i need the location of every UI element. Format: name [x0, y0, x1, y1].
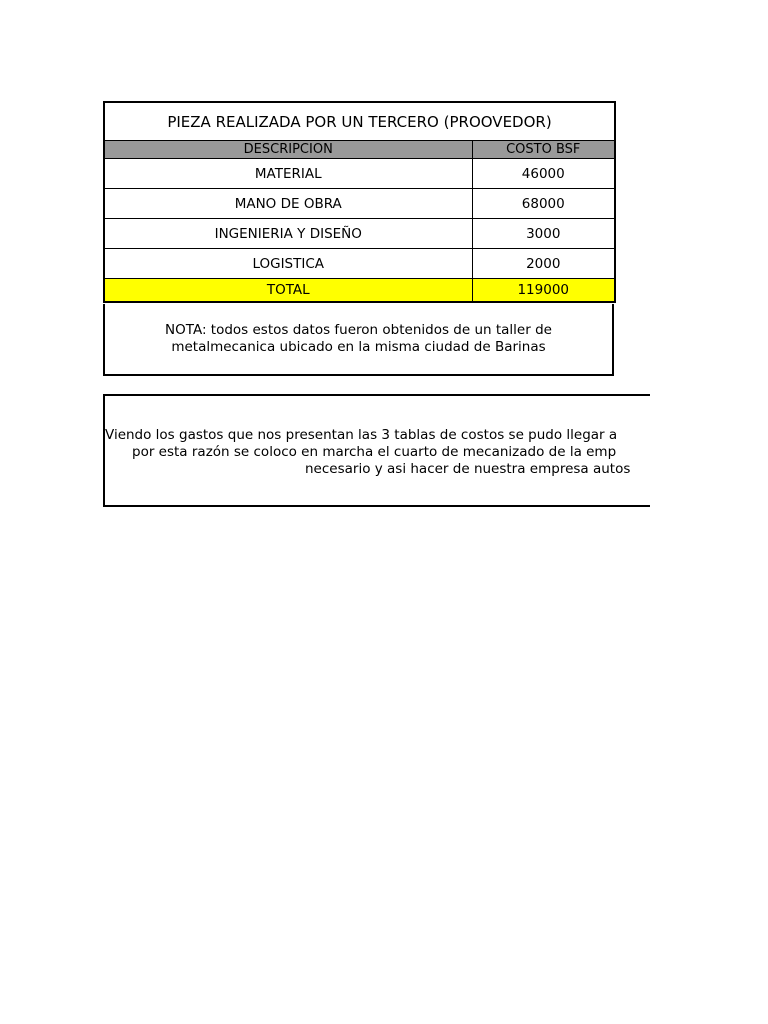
note-line-1: NOTA: todos estos datos fueron obtenidos de un taller de: [165, 322, 552, 338]
total-value: 119000: [472, 279, 615, 303]
total-row: [104, 279, 615, 303]
conclusion-line-1: Viendo los gastos que nos presentan las 3 tablas de costos se pudo llegar a: [105, 427, 618, 443]
table-header-row: [104, 141, 615, 159]
table-row: [104, 219, 615, 249]
note-text: [129, 322, 589, 356]
table-title: PIEZA REALIZADA POR UN TERCERO (PROOVEDOR): [104, 102, 615, 141]
note-box: [103, 304, 614, 376]
table-title-row: [104, 102, 615, 141]
table-row: [104, 189, 615, 219]
total-label: TOTAL: [104, 279, 472, 303]
column-header-description: DESCRIPCION: [104, 141, 472, 159]
conclusion-box: [103, 394, 650, 507]
conclusion-line-2: por esta razón se coloco en marcha el cuarto de mecanizado de la emp: [132, 444, 617, 460]
row-cost: 46000: [472, 159, 615, 189]
row-cost: 68000: [472, 189, 615, 219]
row-cost: 3000: [472, 219, 615, 249]
table-row: [104, 249, 615, 279]
conclusion-line-3: necesario y asi hacer de nuestra empresa autos: [305, 461, 631, 477]
row-description: LOGISTICA: [104, 249, 472, 279]
column-header-cost: COSTO BSF: [472, 141, 615, 159]
row-cost: 2000: [472, 249, 615, 279]
table-row: [104, 159, 615, 189]
row-description: INGENIERIA Y DISEÑO: [104, 219, 472, 249]
row-description: MANO DE OBRA: [104, 189, 472, 219]
row-description: MATERIAL: [104, 159, 472, 189]
note-line-2: metalmecanica ubicado en la misma ciudad de Barinas: [171, 339, 546, 355]
cost-table: [103, 101, 616, 303]
